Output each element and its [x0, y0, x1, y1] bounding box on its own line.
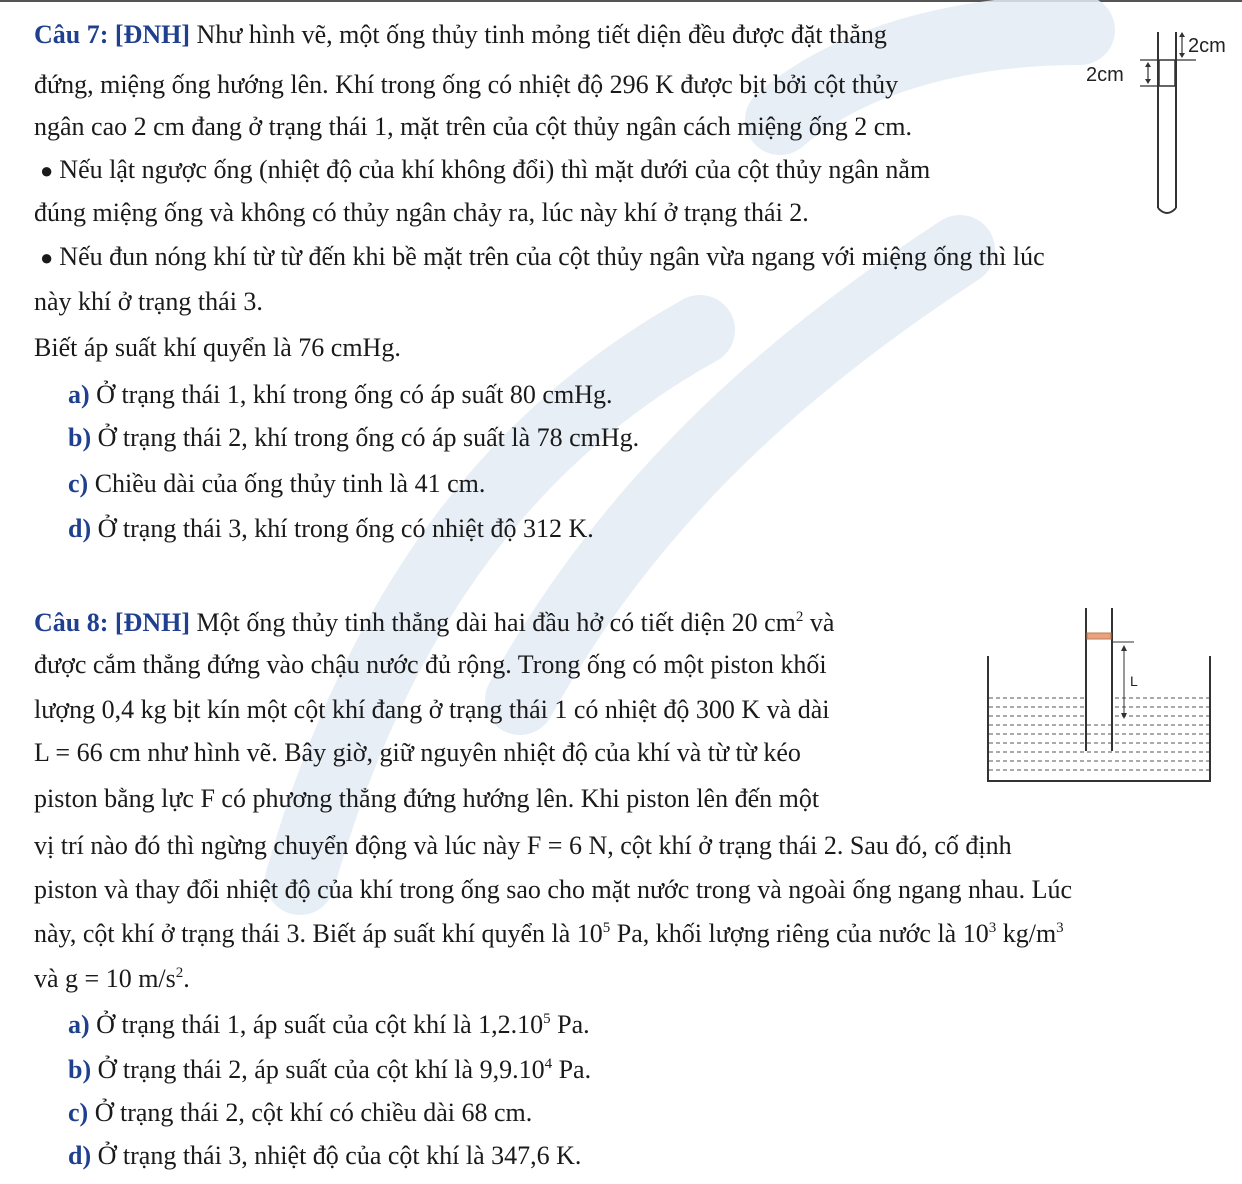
q7-bullet-2: ● Nếu đun nóng khí từ từ đến khi bề mặt trên của cột thủy ngân vừa ngang với miệng ống thì lúc	[40, 242, 1045, 271]
top-rule	[0, 0, 1242, 2]
bullet-icon: ●	[40, 245, 54, 270]
q8-option-a: a) Ở trạng thái 1, áp suất của cột khí là 1,2.10$^5$ Pa.	[68, 1010, 590, 1039]
q7-line-1: Câu 7: [ĐNH] Như hình vẽ, một ống thủy tinh mỏng tiết diện đều được đặt thẳng	[34, 20, 887, 49]
q7-heading: Câu 7: [ĐNH]	[34, 20, 190, 49]
q7-option-d: d) Ở trạng thái 3, khí trong ống có nhiệt độ 312 K.	[68, 514, 594, 543]
label-L: L	[1130, 673, 1138, 689]
q7-line-7: này khí ở trạng thái 3.	[34, 287, 263, 316]
mercury-column	[1159, 60, 1175, 86]
q8-line-2: được cắm thẳng đứng vào chậu nước đủ rộng. Trong ống có một piston khối	[34, 650, 827, 679]
q7-line-3: ngân cao 2 cm đang ở trạng thái 1, mặt trên của cột thủy ngân cách miệng ống 2 cm.	[34, 112, 912, 141]
q8-line-8: này, cột khí ở trạng thái 3. Biết áp suất khí quyển là $10^5$ Pa, khối lượng riêng của nước là $10^3$ $kg/m^3$	[34, 919, 1064, 948]
q7-option-a: a) Ở trạng thái 1, khí trong ống có áp suất 80 cmHg.	[68, 380, 613, 409]
q7-option-b: b) Ở trạng thái 2, khí trong ống có áp suất là 78 cmHg.	[68, 423, 640, 452]
q8-line-1: Câu 8: [ĐNH] Một ống thủy tinh thẳng dài hai đầu hở có tiết diện 20 $cm^2$ và	[34, 608, 835, 637]
q7-option-c: c) Chiều dài của ống thủy tinh là 41 cm.	[68, 469, 486, 498]
bullet-icon: ●	[40, 158, 54, 183]
q8-line-4: L = 66 cm như hình vẽ. Bây giờ, giữ nguyên nhiệt độ của khí và từ từ kéo	[34, 738, 801, 767]
q7-bullet-1: ● Nếu lật ngược ống (nhiệt độ của khí không đổi) thì mặt dưới của cột thủy ngân nằm	[40, 155, 931, 184]
label-2cm-side: 2cm	[1086, 64, 1124, 86]
q8-option-b: b) Ở trạng thái 2, áp suất của cột khí là 9,9.10$^4$ Pa.	[68, 1055, 592, 1084]
q8-heading: Câu 8: [ĐNH]	[34, 608, 190, 637]
q8-line-6: vị trí nào đó thì ngừng chuyển động và lúc này F = 6 N, cột khí ở trạng thái 2. Sau đó, cố định	[34, 831, 1012, 860]
q8-option-c: c) Ở trạng thái 2, cột khí có chiều dài 68 cm.	[68, 1098, 533, 1127]
piston	[1087, 633, 1111, 639]
q8-line-3: lượng 0,4 kg bịt kín một cột khí đang ở trạng thái 1 có nhiệt độ 300 K và dài	[34, 695, 830, 724]
q7-line-5: đúng miệng ống và không có thủy ngân chảy ra, lúc này khí ở trạng thái 2.	[34, 198, 809, 227]
q8-line-9: và g = 10 $m/s^2$.	[34, 964, 190, 993]
q8-option-d: d) Ở trạng thái 3, nhiệt độ của cột khí là 347,6 K.	[68, 1141, 582, 1170]
q8-line-7: piston và thay đổi nhiệt độ của khí trong ống sao cho mặt nước trong và ngoài ống ngang nhau. Lúc	[34, 875, 1073, 904]
q7-line-2: đứng, miệng ống hướng lên. Khí trong ống có nhiệt độ 296 K được bịt bởi cột thủy	[34, 70, 899, 99]
q8-basin-figure	[986, 606, 1216, 786]
label-2cm-top: 2cm	[1188, 35, 1226, 57]
q7-line-8: Biết áp suất khí quyển là 76 cmHg.	[34, 333, 401, 362]
q7-tube-figure	[1078, 22, 1238, 222]
q8-line-5: piston bằng lực F có phương thẳng đứng hướng lên. Khi piston lên đến một	[34, 784, 820, 813]
